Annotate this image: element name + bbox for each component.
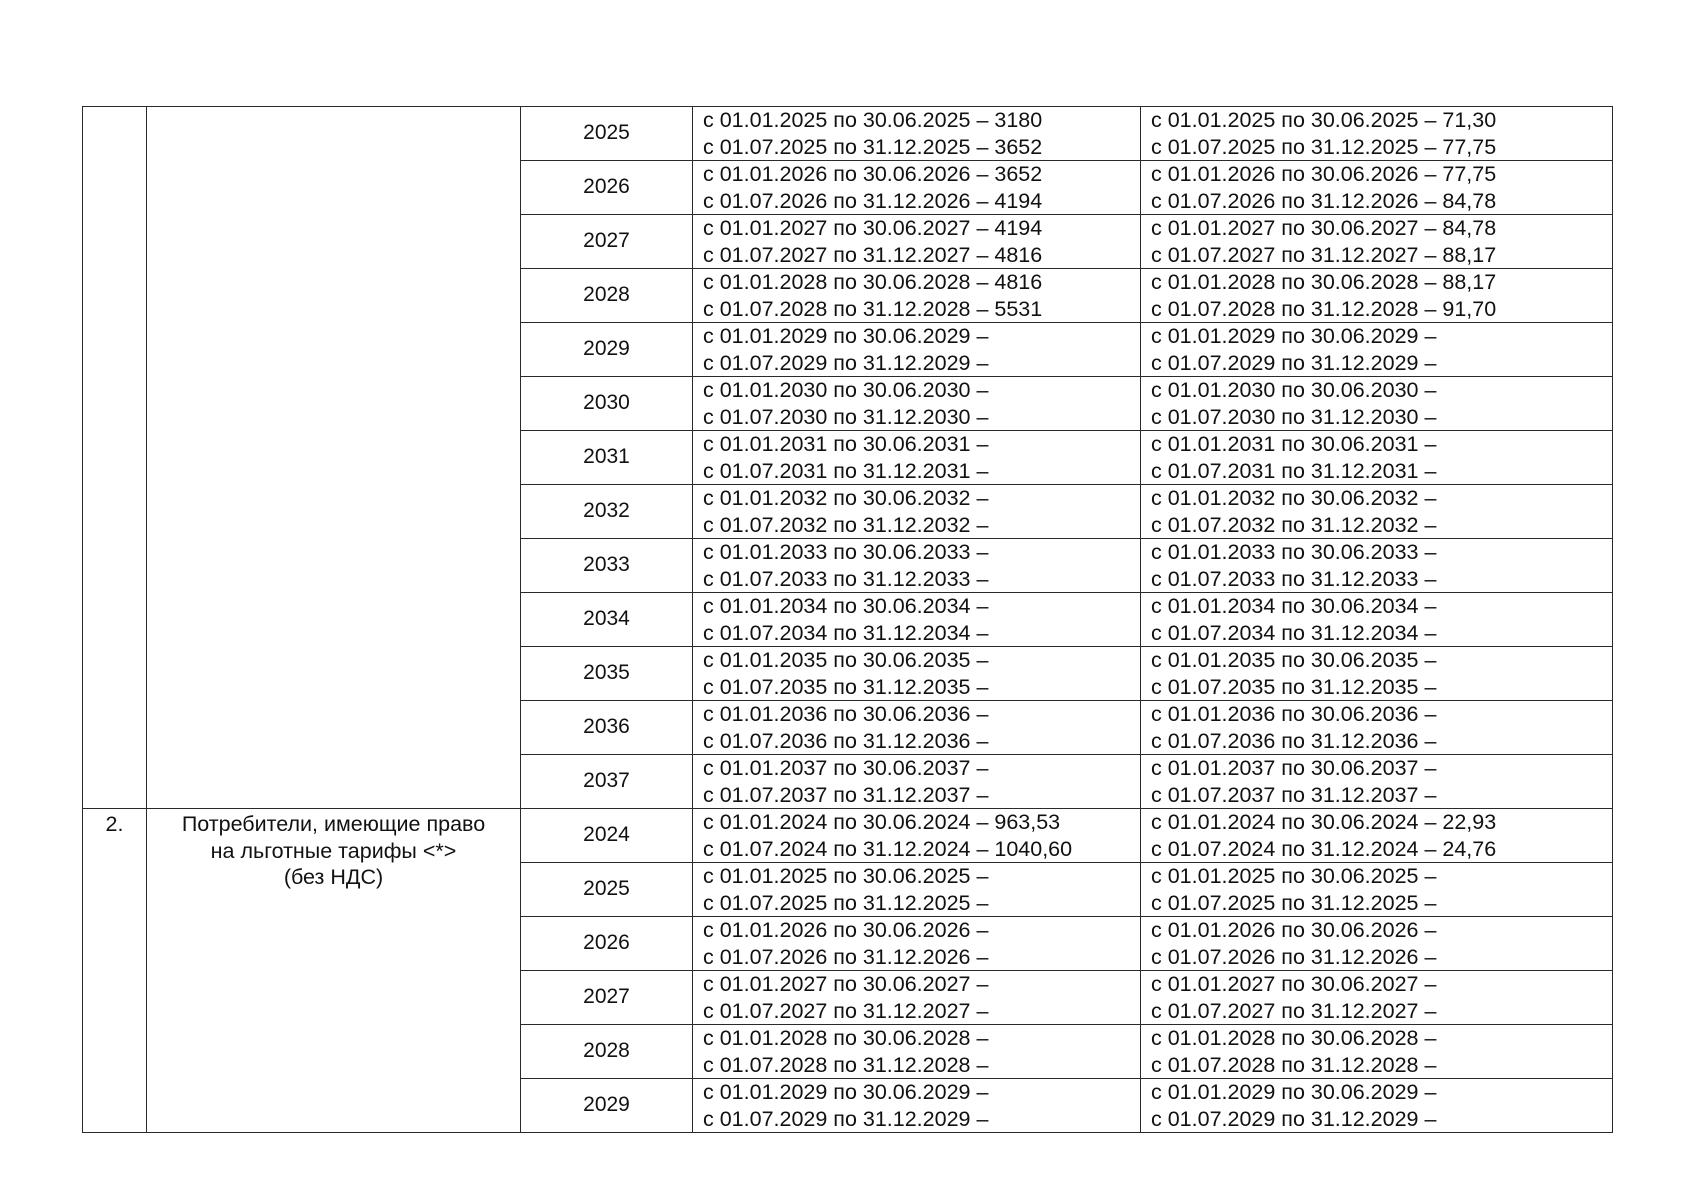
first-half-line: с 01.01.2029 по 30.06.2029 – — [703, 1080, 989, 1104]
second-half-line: с 01.07.2037 по 31.12.2037 – — [1151, 782, 1437, 807]
year-cell: 2031 — [521, 431, 693, 485]
first-half-line: с 01.01.2032 по 30.06.2032 – — [1151, 486, 1437, 510]
second-half-line: с 01.07.2032 по 31.12.2032 – — [1151, 512, 1437, 537]
second-half-line: с 01.07.2036 по 31.12.2036 – — [703, 728, 989, 753]
second-half-line: с 01.07.2027 по 31.12.2027 – — [1151, 998, 1437, 1023]
year-cell: 2032 — [521, 485, 693, 539]
tariff-rate-cell — [1141, 1025, 1613, 1079]
tariff-table-body — [83, 107, 1613, 1133]
tariff-rate-cell — [1141, 431, 1613, 485]
first-half-line: с 01.01.2033 по 30.06.2033 – — [1151, 540, 1437, 564]
table-row — [83, 809, 1613, 863]
first-half-line: с 01.01.2025 по 30.06.2025 – 71,30 — [1151, 108, 1497, 132]
tariff-rate-cell — [1141, 1079, 1613, 1133]
tariff-rate-cell — [1141, 701, 1613, 755]
tariff-period-cell — [693, 431, 1141, 485]
first-half-line: с 01.01.2031 по 30.06.2031 – — [703, 432, 989, 456]
year-cell: 2034 — [521, 593, 693, 647]
second-half-line: с 01.07.2024 по 31.12.2024 – 1040,60 — [703, 836, 1073, 861]
second-half-line: с 01.07.2026 по 31.12.2026 – — [1151, 944, 1437, 969]
first-half-line: с 01.01.2035 по 30.06.2035 – — [1151, 648, 1437, 672]
tariff-rate-cell — [1141, 917, 1613, 971]
tariff-rate-cell — [1141, 485, 1613, 539]
category-line: (без НДС) — [283, 865, 384, 889]
first-half-line: с 01.01.2029 по 30.06.2029 – — [1151, 1080, 1437, 1104]
tariff-period-cell — [693, 539, 1141, 593]
first-half-line: с 01.01.2026 по 30.06.2026 – — [703, 918, 989, 942]
second-half-line: с 01.07.2026 по 31.12.2026 – 4194 — [703, 188, 1043, 213]
tariff-period-cell — [693, 161, 1141, 215]
tariff-period-cell — [693, 485, 1141, 539]
year-cell: 2024 — [521, 809, 693, 863]
second-half-line: с 01.07.2035 по 31.12.2035 – — [1151, 674, 1437, 699]
tariff-rate-cell — [1141, 539, 1613, 593]
tariff-period-cell — [693, 215, 1141, 269]
second-half-line: с 01.07.2028 по 31.12.2028 – 91,70 — [1151, 296, 1497, 321]
first-half-line: с 01.01.2030 по 30.06.2030 – — [1151, 378, 1437, 402]
year-cell: 2027 — [521, 215, 693, 269]
first-half-line: с 01.01.2026 по 30.06.2026 – 3652 — [703, 162, 1043, 186]
second-half-line: с 01.07.2029 по 31.12.2029 – — [703, 1106, 989, 1131]
tariff-period-cell — [693, 971, 1141, 1025]
first-half-line: с 01.01.2037 по 30.06.2037 – — [703, 756, 989, 780]
second-half-line: с 01.07.2030 по 31.12.2030 – — [703, 404, 989, 429]
first-half-line: с 01.01.2029 по 30.06.2029 – — [703, 324, 989, 348]
year-cell: 2030 — [521, 377, 693, 431]
second-half-line: с 01.07.2025 по 31.12.2025 – — [703, 890, 989, 915]
first-half-line: с 01.01.2027 по 30.06.2027 – 84,78 — [1151, 216, 1497, 240]
second-half-line: с 01.07.2036 по 31.12.2036 – — [1151, 728, 1437, 753]
first-half-line: с 01.01.2034 по 30.06.2034 – — [1151, 594, 1437, 618]
second-half-line: с 01.07.2029 по 31.12.2029 – — [703, 350, 989, 375]
second-half-line: с 01.07.2029 по 31.12.2029 – — [1151, 1106, 1437, 1131]
table-row — [83, 107, 1613, 161]
first-half-line: с 01.01.2035 по 30.06.2035 – — [703, 648, 989, 672]
tariff-rate-cell — [1141, 863, 1613, 917]
first-half-line: с 01.01.2034 по 30.06.2034 – — [703, 594, 989, 618]
first-half-line: с 01.01.2026 по 30.06.2026 – — [1151, 918, 1437, 942]
first-half-line: с 01.01.2025 по 30.06.2025 – — [703, 864, 989, 888]
group-number-cell — [83, 107, 147, 809]
tariff-period-cell — [693, 755, 1141, 809]
first-half-line: с 01.01.2027 по 30.06.2027 – — [1151, 972, 1437, 996]
first-half-line: с 01.01.2030 по 30.06.2030 – — [703, 378, 989, 402]
second-half-line: с 01.07.2031 по 31.12.2031 – — [703, 458, 989, 483]
tariff-rate-cell — [1141, 215, 1613, 269]
second-half-line: с 01.07.2030 по 31.12.2030 – — [1151, 404, 1437, 429]
first-half-line: с 01.01.2024 по 30.06.2024 – 963,53 — [703, 810, 1061, 834]
second-half-line: с 01.07.2034 по 31.12.2034 – — [1151, 620, 1437, 645]
second-half-line: с 01.07.2024 по 31.12.2024 – 24,76 — [1151, 836, 1497, 861]
tariff-period-cell — [693, 107, 1141, 161]
year-cell: 2037 — [521, 755, 693, 809]
year-cell: 2029 — [521, 323, 693, 377]
tariff-rate-cell — [1141, 323, 1613, 377]
year-cell: 2035 — [521, 647, 693, 701]
tariff-period-cell — [693, 863, 1141, 917]
tariff-rate-cell — [1141, 107, 1613, 161]
second-half-line: с 01.07.2027 по 31.12.2027 – 88,17 — [1151, 242, 1497, 267]
first-half-line: с 01.01.2037 по 30.06.2037 – — [1151, 756, 1437, 780]
category-line: Потребители, имеющие право — [181, 812, 486, 836]
first-half-line: с 01.01.2025 по 30.06.2025 – 3180 — [703, 108, 1043, 132]
second-half-line: с 01.07.2026 по 31.12.2026 – — [703, 944, 989, 969]
tariff-rate-cell — [1141, 755, 1613, 809]
tariff-period-cell — [693, 593, 1141, 647]
year-cell: 2029 — [521, 1079, 693, 1133]
tariff-rate-cell — [1141, 809, 1613, 863]
year-cell: 2036 — [521, 701, 693, 755]
second-half-line: с 01.07.2029 по 31.12.2029 – — [1151, 350, 1437, 375]
tariff-period-cell — [693, 269, 1141, 323]
tariff-table — [82, 106, 1613, 1133]
second-half-line: с 01.07.2037 по 31.12.2037 – — [703, 782, 989, 807]
year-cell: 2033 — [521, 539, 693, 593]
first-half-line: с 01.01.2027 по 30.06.2027 – 4194 — [703, 216, 1043, 240]
year-cell: 2026 — [521, 161, 693, 215]
tariff-period-cell — [693, 1079, 1141, 1133]
tariff-period-cell — [693, 809, 1141, 863]
tariff-rate-cell — [1141, 647, 1613, 701]
second-half-line: с 01.07.2025 по 31.12.2025 – — [1151, 890, 1437, 915]
first-half-line: с 01.01.2036 по 30.06.2036 – — [703, 702, 989, 726]
second-half-line: с 01.07.2026 по 31.12.2026 – 84,78 — [1151, 188, 1497, 213]
first-half-line: с 01.01.2036 по 30.06.2036 – — [1151, 702, 1437, 726]
first-half-line: с 01.01.2031 по 30.06.2031 – — [1151, 432, 1437, 456]
first-half-line: с 01.01.2026 по 30.06.2026 – 77,75 — [1151, 162, 1497, 186]
tariff-period-cell — [693, 917, 1141, 971]
group-number-cell: 2. — [83, 809, 147, 1133]
first-half-line: с 01.01.2032 по 30.06.2032 – — [703, 486, 989, 510]
first-half-line: с 01.01.2028 по 30.06.2028 – — [703, 1026, 989, 1050]
second-half-line: с 01.07.2035 по 31.12.2035 – — [703, 674, 989, 699]
tariff-period-cell — [693, 377, 1141, 431]
first-half-line: с 01.01.2029 по 30.06.2029 – — [1151, 324, 1437, 348]
first-half-line: с 01.01.2028 по 30.06.2028 – 88,17 — [1151, 270, 1497, 294]
first-half-line: с 01.01.2025 по 30.06.2025 – — [1151, 864, 1437, 888]
first-half-line: с 01.01.2028 по 30.06.2028 – — [1151, 1026, 1437, 1050]
second-half-line: с 01.07.2034 по 31.12.2034 – — [703, 620, 989, 645]
first-half-line: с 01.01.2028 по 30.06.2028 – 4816 — [703, 270, 1043, 294]
consumer-category-cell — [147, 107, 521, 809]
second-half-line: с 01.07.2033 по 31.12.2033 – — [703, 566, 989, 591]
tariff-rate-cell — [1141, 269, 1613, 323]
second-half-line: с 01.07.2028 по 31.12.2028 – — [703, 1052, 989, 1077]
second-half-line: с 01.07.2033 по 31.12.2033 – — [1151, 566, 1437, 591]
second-half-line: с 01.07.2025 по 31.12.2025 – 3652 — [703, 134, 1043, 159]
year-cell: 2028 — [521, 1025, 693, 1079]
second-half-line: с 01.07.2027 по 31.12.2027 – 4816 — [703, 242, 1043, 267]
tariff-rate-cell — [1141, 593, 1613, 647]
year-cell: 2028 — [521, 269, 693, 323]
second-half-line: с 01.07.2031 по 31.12.2031 – — [1151, 458, 1437, 483]
second-half-line: с 01.07.2028 по 31.12.2028 – 5531 — [703, 296, 1043, 321]
tariff-rate-cell — [1141, 161, 1613, 215]
tariff-rate-cell — [1141, 377, 1613, 431]
first-half-line: с 01.01.2027 по 30.06.2027 – — [703, 972, 989, 996]
year-cell: 2027 — [521, 971, 693, 1025]
second-half-line: с 01.07.2027 по 31.12.2027 – — [703, 998, 989, 1023]
first-half-line: с 01.01.2033 по 30.06.2033 – — [703, 540, 989, 564]
tariff-period-cell — [693, 647, 1141, 701]
tariff-period-cell — [693, 701, 1141, 755]
category-line: на льготные тарифы <*> — [210, 838, 457, 863]
second-half-line: с 01.07.2025 по 31.12.2025 – 77,75 — [1151, 134, 1497, 159]
second-half-line: с 01.07.2032 по 31.12.2032 – — [703, 512, 989, 537]
consumer-category-cell — [147, 809, 521, 1133]
first-half-line: с 01.01.2024 по 30.06.2024 – 22,93 — [1151, 810, 1497, 834]
year-cell: 2026 — [521, 917, 693, 971]
second-half-line: с 01.07.2028 по 31.12.2028 – — [1151, 1052, 1437, 1077]
tariff-rate-cell — [1141, 971, 1613, 1025]
tariff-period-cell — [693, 1025, 1141, 1079]
year-cell: 2025 — [521, 863, 693, 917]
tariff-period-cell — [693, 323, 1141, 377]
year-cell: 2025 — [521, 107, 693, 161]
